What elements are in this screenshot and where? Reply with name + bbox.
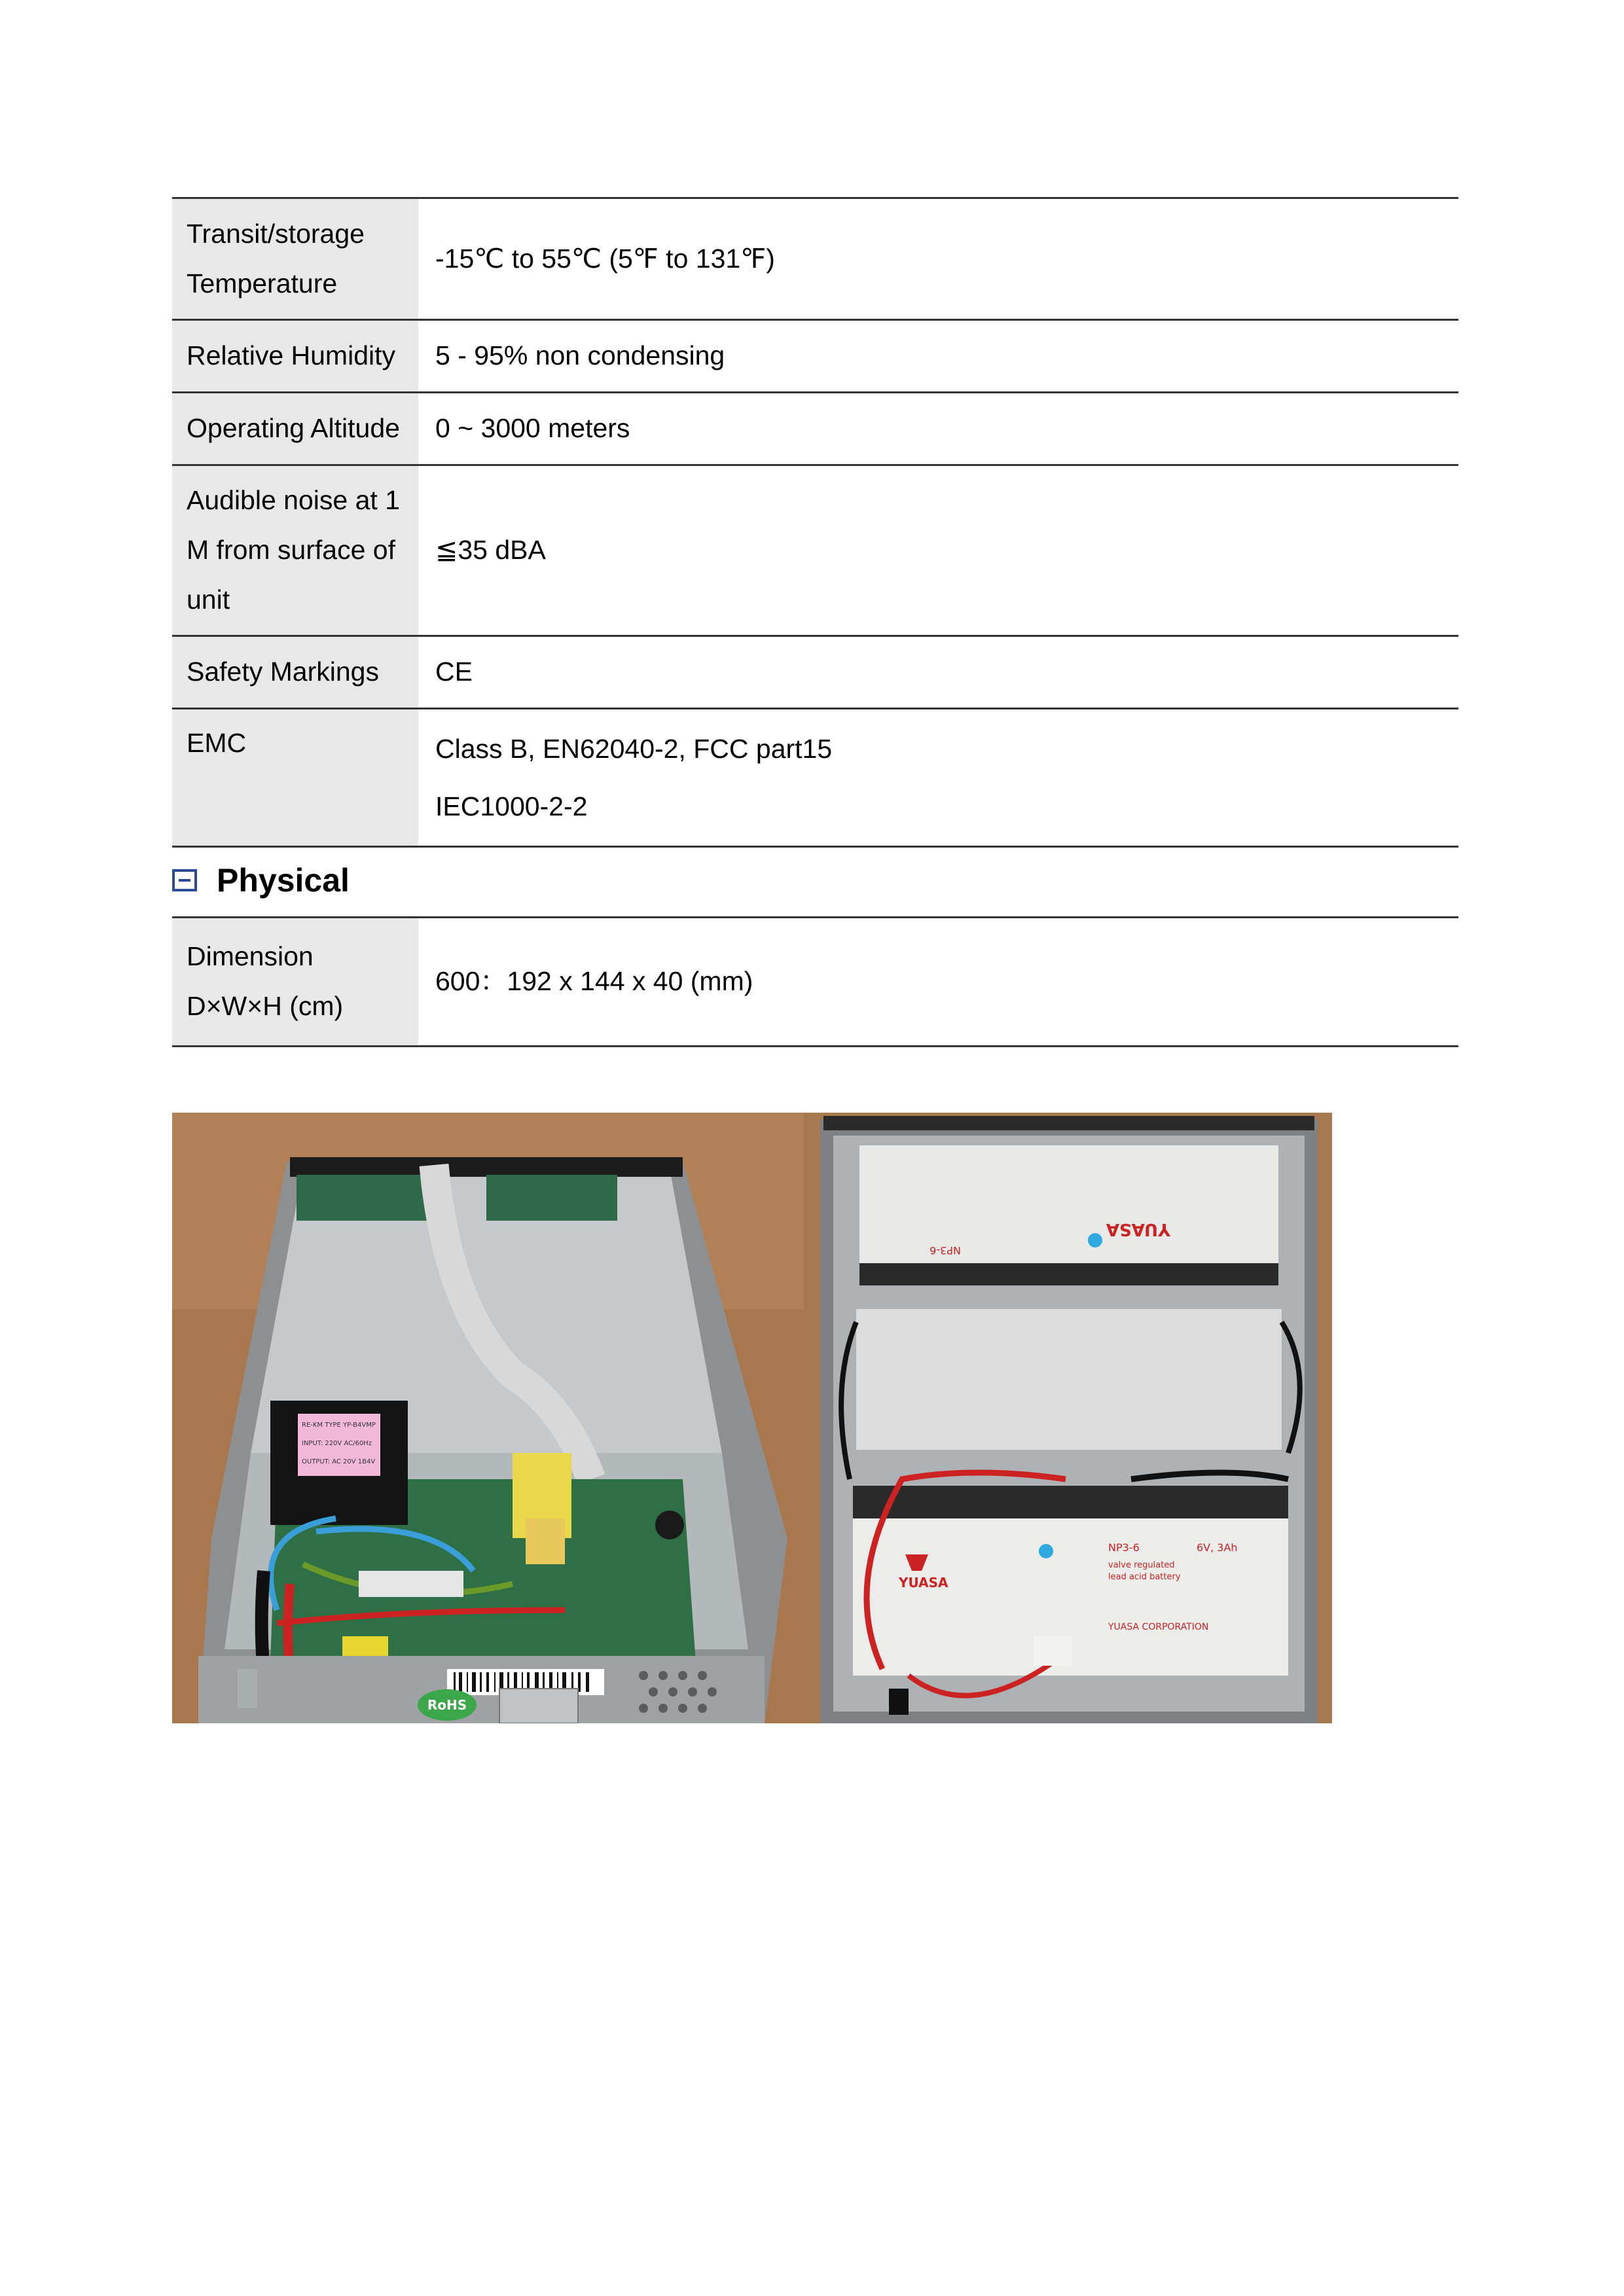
spec-value-line: IEC1000-2-2 bbox=[435, 791, 588, 821]
spec-label bbox=[172, 465, 418, 636]
environment-spec-table bbox=[172, 197, 1458, 848]
section-title: Physical bbox=[217, 862, 350, 899]
collapse-box-icon[interactable] bbox=[172, 869, 197, 891]
spec-label-line: M from surface of bbox=[187, 535, 395, 565]
battery-model-top: NP3-6 bbox=[929, 1244, 961, 1257]
spec-row-safety-markings bbox=[172, 636, 1458, 709]
transformer-label-line: OUTPUT: AC 20V 1B4V bbox=[302, 1458, 376, 1465]
photo-internal-electronics-drawing bbox=[172, 1113, 804, 1723]
battery-model-bottom: NP3-6 bbox=[1108, 1541, 1140, 1554]
spec-value bbox=[418, 709, 1458, 847]
battery-brand-bottom: YUASA bbox=[899, 1575, 948, 1590]
spec-label bbox=[172, 198, 418, 320]
transformer-label-line: RE-KM TYPE YP-B4VMP bbox=[302, 1422, 376, 1429]
spec-label: EMC bbox=[172, 709, 418, 847]
transformer-label-line: INPUT: 220V AC/60Hz bbox=[302, 1440, 372, 1447]
spec-label: Relative Humidity bbox=[172, 320, 418, 393]
spec-value: -15℃ to 55℃ (5℉ to 131℉) bbox=[418, 198, 1458, 320]
battery-brand-top: YUASA bbox=[1106, 1219, 1170, 1239]
spec-value-line: Class B, EN62040-2, FCC part15 bbox=[435, 734, 833, 764]
spec-label bbox=[172, 918, 418, 1047]
rohs-badge-text: RoHS bbox=[427, 1697, 467, 1713]
spec-label: Operating Altitude bbox=[172, 393, 418, 465]
section-heading-physical bbox=[172, 854, 350, 906]
spec-row-audible-noise bbox=[172, 465, 1458, 636]
battery-rating: 6V, 3Ah bbox=[1197, 1541, 1238, 1554]
spec-label: Safety Markings bbox=[172, 636, 418, 709]
photo-battery-tray-drawing bbox=[804, 1113, 1332, 1723]
spec-label-line: Dimension bbox=[187, 941, 314, 972]
spec-row-storage-temperature bbox=[172, 198, 1458, 320]
spec-value: CE bbox=[418, 636, 1458, 709]
spec-row-dimension bbox=[172, 918, 1458, 1047]
physical-spec-table bbox=[172, 916, 1458, 1047]
spec-label-line: Transit/storage bbox=[187, 218, 365, 249]
spec-value: 600：192 x 144 x 40 (mm) bbox=[418, 918, 1458, 1047]
spec-row-operating-altitude bbox=[172, 393, 1458, 465]
spec-label-line: D×W×H (cm) bbox=[187, 991, 344, 1021]
spec-label-line: Audible noise at 1 bbox=[187, 485, 400, 516]
spec-value: 0 ~ 3000 meters bbox=[418, 393, 1458, 465]
battery-type-line: lead acid battery bbox=[1108, 1572, 1181, 1582]
battery-corp: YUASA CORPORATION bbox=[1108, 1622, 1209, 1632]
spec-row-relative-humidity bbox=[172, 320, 1458, 393]
spec-value: 5 - 95% non condensing bbox=[418, 320, 1458, 393]
spec-value: ≦35 dBA bbox=[418, 465, 1458, 636]
battery-type-line: valve regulated bbox=[1108, 1560, 1175, 1570]
photo-internal-electronics bbox=[172, 1113, 804, 1723]
spec-row-emc bbox=[172, 709, 1458, 847]
spec-label-line: unit bbox=[187, 584, 230, 615]
spec-label-line: Temperature bbox=[187, 268, 338, 298]
photo-battery-tray bbox=[804, 1113, 1332, 1723]
